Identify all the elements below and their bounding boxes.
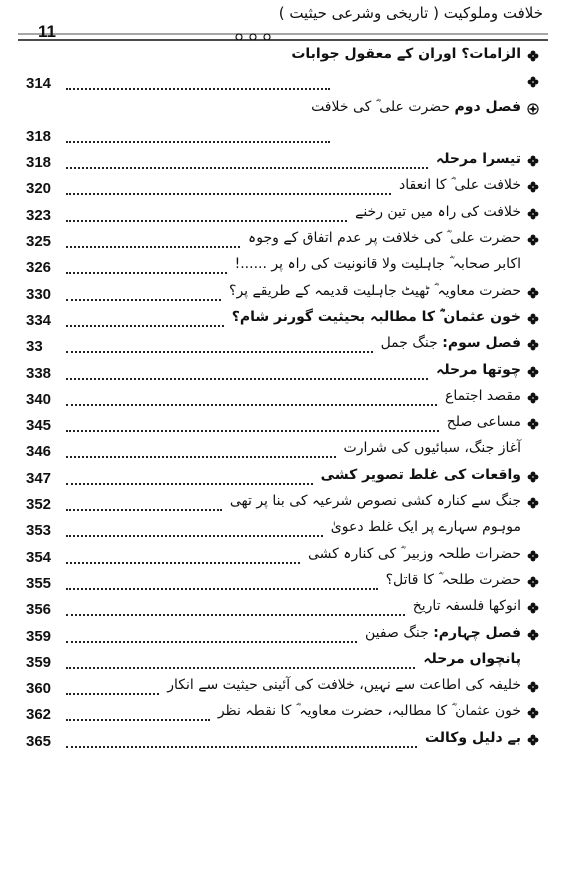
flower-bullet-icon xyxy=(527,550,539,562)
entry-title-text: مساعی صلح xyxy=(446,414,521,431)
dot-leader xyxy=(66,614,405,616)
toc-entry xyxy=(0,596,565,622)
dot-leader xyxy=(66,167,428,169)
toc-entry xyxy=(0,307,565,333)
toc-page-number: 334 xyxy=(26,311,52,329)
flower-bullet-icon xyxy=(527,76,539,88)
toc-entry-title xyxy=(436,151,521,167)
flower-bullet-icon xyxy=(527,734,539,746)
flower-bullet-icon xyxy=(527,707,539,719)
entry-title-text: موہوم سہارے پر ایک غلط دعویٰ xyxy=(330,519,521,536)
toc-entry xyxy=(0,175,565,201)
toc-page-number: 320 xyxy=(26,180,52,198)
toc-entry-title xyxy=(436,362,521,378)
dot-leader xyxy=(66,483,313,485)
entry-title-text: حضرت علی ؓ کی خلافت پر عدم اتفاق کے وجوہ xyxy=(248,230,521,247)
toc-entry-title xyxy=(248,230,521,246)
entry-title-text: اکابر صحابہ ؓ جاہلیت ولا قانونیت کی راہ پر ......! xyxy=(234,256,521,273)
toc-entry-title xyxy=(229,283,521,299)
toc-entry-title xyxy=(218,703,521,719)
toc-page-number: 353 xyxy=(26,522,52,540)
entry-title-text: مقصد اجتماع xyxy=(444,387,521,404)
star-bullet-icon xyxy=(527,103,539,115)
flower-bullet-icon xyxy=(527,155,539,167)
toc-entry-title xyxy=(423,651,521,667)
section-label: فصل سوم: xyxy=(442,335,521,352)
toc-page-number: 359 xyxy=(26,653,52,671)
entry-title-text: خون عثمان ؓ کا مطالبہ بحیثیت گورنر شام؟ xyxy=(231,308,521,325)
toc-entry xyxy=(0,333,565,359)
entry-title-text: خلافت کی راہ میں تین رخنے xyxy=(355,203,521,220)
entry-title-text: پانچواں مرحلہ xyxy=(423,650,521,667)
toc-entry xyxy=(0,281,565,307)
toc-page-number: 352 xyxy=(26,496,52,514)
entry-title-text: انوکھا فلسفہ تاریخ xyxy=(412,598,521,615)
entry-title-text: خلافت علی ؓ کا انعقاد xyxy=(398,177,521,194)
flower-bullet-icon xyxy=(527,681,539,693)
toc-entry-title xyxy=(381,335,521,351)
toc-page-number: 362 xyxy=(26,706,52,724)
page-number: 11 xyxy=(38,22,56,41)
toc-entry xyxy=(0,228,565,254)
entry-title-text: جنگ جمل xyxy=(380,335,438,352)
toc-page-number: 345 xyxy=(26,417,52,435)
toc-entry-title xyxy=(235,256,521,272)
dot-leader xyxy=(66,246,240,248)
section-label: فصل دوم xyxy=(454,98,521,115)
section-label: فصل چہارم: xyxy=(433,624,521,641)
flower-bullet-icon xyxy=(527,50,539,62)
dot-leader xyxy=(66,404,437,406)
flower-bullet-icon xyxy=(527,418,539,430)
flower-bullet-icon xyxy=(527,208,539,220)
flower-bullet-icon xyxy=(527,497,539,509)
toc-entry xyxy=(0,70,565,96)
toc-entry-title xyxy=(447,414,521,430)
toc-entry-title xyxy=(413,598,521,614)
toc-entry xyxy=(0,675,565,701)
toc-entry xyxy=(0,570,565,596)
dot-leader xyxy=(66,456,336,458)
entry-title-text: حضرت طلحہ ؓ کا قاتل؟ xyxy=(385,571,521,588)
running-header-title: خلافت وملوکیت ( تاریخی وشرعی حیثیت ) xyxy=(278,4,543,22)
toc-page-number: 360 xyxy=(26,680,52,698)
entry-title-text: حضرت علی ؓ کی خلافت xyxy=(311,98,451,115)
entry-title-text: بے دلیل وکالت xyxy=(424,729,521,746)
toc-entry xyxy=(0,491,565,517)
toc-entry-title xyxy=(399,177,521,193)
toc-entry-title xyxy=(308,546,521,562)
entry-title-text: حضرت معاویہ ؓ ٹھیٹ جاہلیت قدیمہ کے طریقے پر؟ xyxy=(229,282,521,299)
toc-entry-title xyxy=(386,572,521,588)
toc-entry xyxy=(0,149,565,175)
dot-leader xyxy=(66,325,224,327)
toc-entry-title xyxy=(355,204,521,220)
dot-leader xyxy=(66,535,323,537)
flower-bullet-icon xyxy=(527,602,539,614)
entry-title-text: حضرات طلحہ وزبیر ؓ کی کنارہ کشی xyxy=(307,545,521,562)
toc-page-number: 356 xyxy=(26,601,52,619)
flower-bullet-icon xyxy=(527,366,539,378)
toc-entry-title xyxy=(167,677,521,693)
entry-title-text: تیسرا مرحلہ xyxy=(436,151,521,168)
entry-title-text: الزامات؟ اوران کے معقول جوابات xyxy=(291,46,521,62)
dot-leader xyxy=(66,351,373,353)
dot-leader xyxy=(66,667,415,669)
flower-bullet-icon xyxy=(527,234,539,246)
toc-entry xyxy=(0,202,565,228)
toc-entry xyxy=(0,728,565,754)
header-rule-ornament xyxy=(0,0,565,48)
dot-leader xyxy=(66,746,417,748)
dot-leader xyxy=(66,299,221,301)
toc-entry xyxy=(0,438,565,464)
entry-title-text: خون عثمان ؓ کا مطالبہ، حضرت معاویہ ؓ کا نقطہ نظر xyxy=(217,703,521,720)
toc-entry-title xyxy=(425,730,521,746)
toc-entry-title xyxy=(331,519,521,535)
toc-entry-title xyxy=(230,493,521,509)
toc-page-number: 340 xyxy=(26,390,52,408)
entry-title-text: خلیفہ کی اطاعت سے نہیں، خلافت کی آئینی حیثیت سے انکار xyxy=(167,677,521,694)
dot-leader xyxy=(66,719,210,721)
dot-leader xyxy=(66,509,222,511)
toc-entry xyxy=(0,623,565,649)
table-of-contents xyxy=(0,44,565,754)
toc-entry xyxy=(0,254,565,280)
flower-bullet-icon xyxy=(527,392,539,404)
toc-entry xyxy=(0,544,565,570)
entry-title-text: جنگ صفین xyxy=(365,624,429,641)
toc-page-number: 326 xyxy=(26,259,52,277)
dot-leader xyxy=(66,562,300,564)
dot-leader xyxy=(66,430,439,432)
toc-page-number: 355 xyxy=(26,574,52,592)
toc-entry-title xyxy=(311,99,521,115)
dot-leader xyxy=(66,588,378,590)
flower-bullet-icon xyxy=(527,576,539,588)
toc-entry-title xyxy=(291,46,521,62)
toc-entry-title xyxy=(321,467,521,483)
toc-entry-title xyxy=(445,388,521,404)
toc-entry-title xyxy=(232,309,521,325)
toc-entry-title xyxy=(344,440,521,456)
toc-page-number: 330 xyxy=(26,285,52,303)
toc-entry xyxy=(0,44,565,70)
dot-leader xyxy=(66,641,357,643)
flower-bullet-icon xyxy=(527,287,539,299)
toc-entry xyxy=(0,360,565,386)
toc-entry xyxy=(0,97,565,123)
toc-page-number: 314 xyxy=(26,75,52,93)
flower-bullet-icon xyxy=(527,339,539,351)
toc-entry xyxy=(0,465,565,491)
page-header xyxy=(0,0,565,48)
dot-leader xyxy=(66,693,159,695)
toc-entry xyxy=(0,386,565,412)
toc-page-number: 346 xyxy=(26,443,52,461)
dot-leader xyxy=(66,272,227,274)
toc-entry xyxy=(0,517,565,543)
toc-entry xyxy=(0,412,565,438)
dot-leader xyxy=(66,193,391,195)
flower-bullet-icon xyxy=(527,629,539,641)
toc-page-number: 354 xyxy=(26,548,52,566)
toc-page-number: 318 xyxy=(26,127,52,145)
toc-page-number: 318 xyxy=(26,154,52,172)
flower-bullet-icon xyxy=(527,313,539,325)
flower-bullet-icon xyxy=(527,471,539,483)
toc-page-number: 347 xyxy=(26,469,52,487)
toc-page-number: 33 xyxy=(26,338,43,356)
entry-title-text: چوتھا مرحلہ xyxy=(436,361,521,378)
entry-title-text: واقعات کی غلط تصویر کشی xyxy=(320,466,521,483)
flower-bullet-icon xyxy=(527,181,539,193)
toc-page-number: 365 xyxy=(26,732,52,750)
toc-entry xyxy=(0,649,565,675)
toc-entry xyxy=(0,701,565,727)
toc-page-number: 359 xyxy=(26,627,52,645)
toc-page-number: 338 xyxy=(26,364,52,382)
dot-leader xyxy=(66,88,330,90)
entry-title-text: آغاز جنگ، سبائیوں کی شرارت xyxy=(343,440,521,457)
dot-leader xyxy=(66,378,428,380)
entry-title-text: جنگ سے کنارہ کشی نصوص شرعیہ کی بنا پر تھی xyxy=(229,493,521,510)
dot-leader xyxy=(66,141,330,143)
toc-entry xyxy=(0,123,565,149)
dot-leader xyxy=(66,220,347,222)
toc-entry-title xyxy=(365,625,521,641)
toc-page-number: 325 xyxy=(26,233,52,251)
toc-page-number: 323 xyxy=(26,206,52,224)
